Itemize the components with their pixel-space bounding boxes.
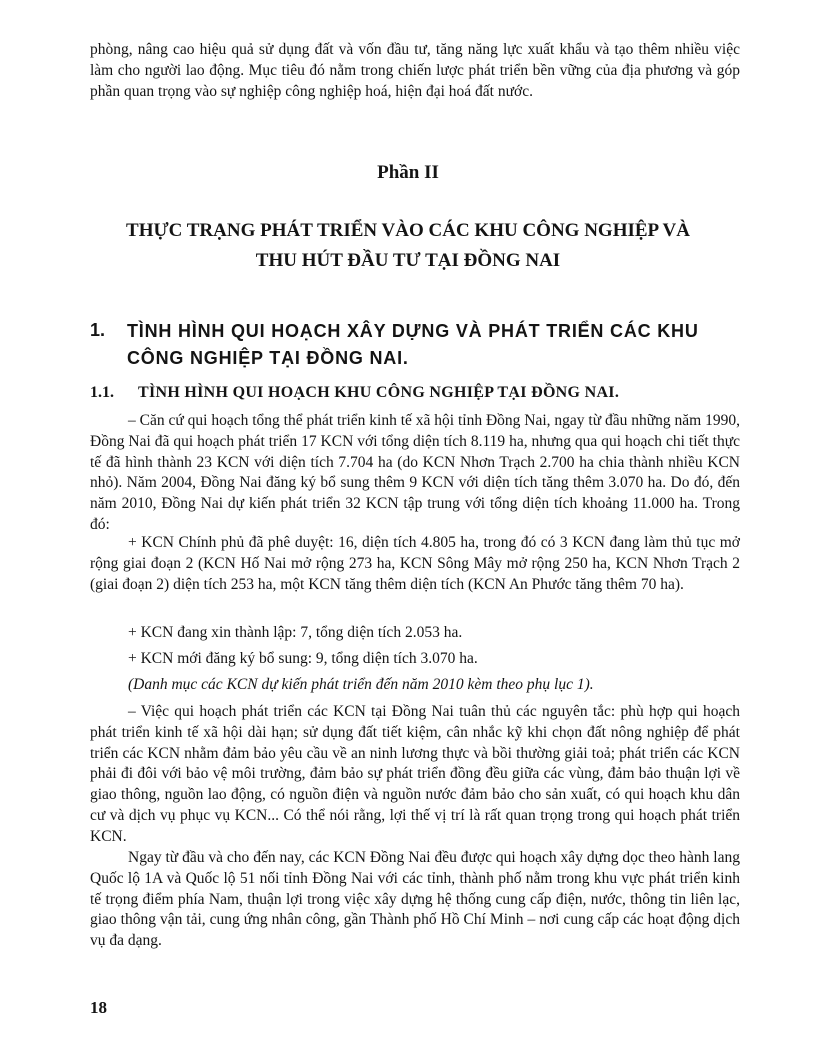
section-title: TÌNH HÌNH QUI HOẠCH XÂY DỰNG VÀ PHÁT TRIỂN CÁC KHU CÔNG NGHIỆP TẠI ĐỒNG NAI. — [127, 321, 699, 368]
subsection-title: TÌNH HÌNH QUI HOẠCH KHU CÔNG NGHIỆP TẠI ĐỒNG NAI. — [138, 384, 620, 401]
chapter-title: THỰC TRẠNG PHÁT TRIỂN VÀO CÁC KHU CÔNG NGHIỆP VÀ THU HÚT ĐẦU TƯ TẠI ĐỒNG NAI — [126, 220, 690, 271]
page-number: 18 — [90, 998, 107, 1017]
paragraph-principles: – Việc qui hoạch phát triển các KCN tại Đồng Nai tuân thủ các nguyên tắc: phù hợp qui hoạch phát triển kinh tế xã hội dài hạn; sử dụng đất tiết kiệm, cân nhắc kỹ khi chọn đất nông nghiệp để phát triển các KCN nhằm đảm bảo yêu cầu về an ninh lương thực và bồi thường giải toả; phát triển các KCN phải đi đôi với bảo vệ môi trường, đảm bảo sự phát triển đồng đều giữa các vùng, đảm bảo thuận lợi về giao thông, nguồn lao động, có nguồn điện và nguồn nước đảm bảo cho sản xuất, có qui hoạch khu dân cư và dịch vụ phục vụ KCN... Có thể nói rằng, lợi thế vị trí là rất quan trọng trong qui hoạch phát triển KCN. — [90, 703, 740, 845]
paragraph-location: Ngay từ đầu và cho đến nay, các KCN Đồng Nai đều được qui hoạch xây dựng dọc theo hành lang Quốc lộ 1A và Quốc lộ 51 nối tỉnh Đồng Nai với các tỉnh, thành phố nằm trong khu vực phát triển kinh tế trọng điểm phía Nam, thuận lợi trong việc xây dựng hệ thống cung cấp điện, nước, thông tin liên lạc, giao thông vận tải, cung ứng nhân công, gần Thành phố Hồ Chí Minh – nơi cung cấp các hoạt động dịch vụ đa dạng. — [90, 849, 740, 950]
part-heading: Phần II — [377, 162, 439, 183]
list-item-approved-kcn: + KCN Chính phủ đã phê duyệt: 16, diện tích 4.805 ha, trong đó có 3 KCN đang làm thủ tục mở rộng giai đoạn 2 (KCN Hố Nai mở rộng 273 ha, KCN Sông Mây mở rộng 250 ha, KCN Nhơn Trạch 2 (giai đoạn 2) diện tích 253 ha, một KCN tăng thêm diện tích (KCN An Phước tăng thêm 70 ha). — [90, 534, 740, 593]
section-number: 1. — [90, 320, 106, 340]
appendix-note: (Danh mục các KCN dự kiến phát triển đến năm 2010 kèm theo phụ lục 1). — [128, 676, 594, 693]
intro-paragraph: phòng, nâng cao hiệu quả sử dụng đất và vốn đầu tư, tăng năng lực xuất khẩu và tạo thêm nhiều việc làm cho người lao động. Mục tiêu đó nằm trong chiến lược phát triển bền vững của địa phương và góp phần quan trọng vào sự nghiệp công nghiệp hoá, hiện đại hoá đất nước. — [90, 41, 740, 100]
list-item-new-kcn: + KCN mới đăng ký bổ sung: 9, tổng diện tích 3.070 ha. — [128, 650, 478, 667]
paragraph-planning: – Căn cứ qui hoạch tổng thể phát triển kinh tế xã hội tỉnh Đồng Nai, ngay từ đầu những năm 1990, Đồng Nai đã qui hoạch phát triển 17 KCN với tổng diện tích 8.119 ha, nhưng qua qui hoạch chi tiết thực tế đã hình thành 23 KCN với diện tích 7.704 ha (do KCN Nhơn Trạch 2.700 ha chia thành nhiều KCN nhỏ). Năm 2004, Đồng Nai đăng ký bổ sung thêm 9 KCN với diện tích tăng thêm 3.070 ha. Do đó, đến năm 2010, Đồng Nai dự kiến phát triển 32 KCN tập trung với tổng diện tích khoảng 11.000 ha. Trong đó: — [90, 412, 740, 533]
list-item-pending-kcn: + KCN đang xin thành lập: 7, tổng diện tích 2.053 ha. — [128, 624, 463, 641]
subsection-number: 1.1. — [90, 384, 114, 401]
